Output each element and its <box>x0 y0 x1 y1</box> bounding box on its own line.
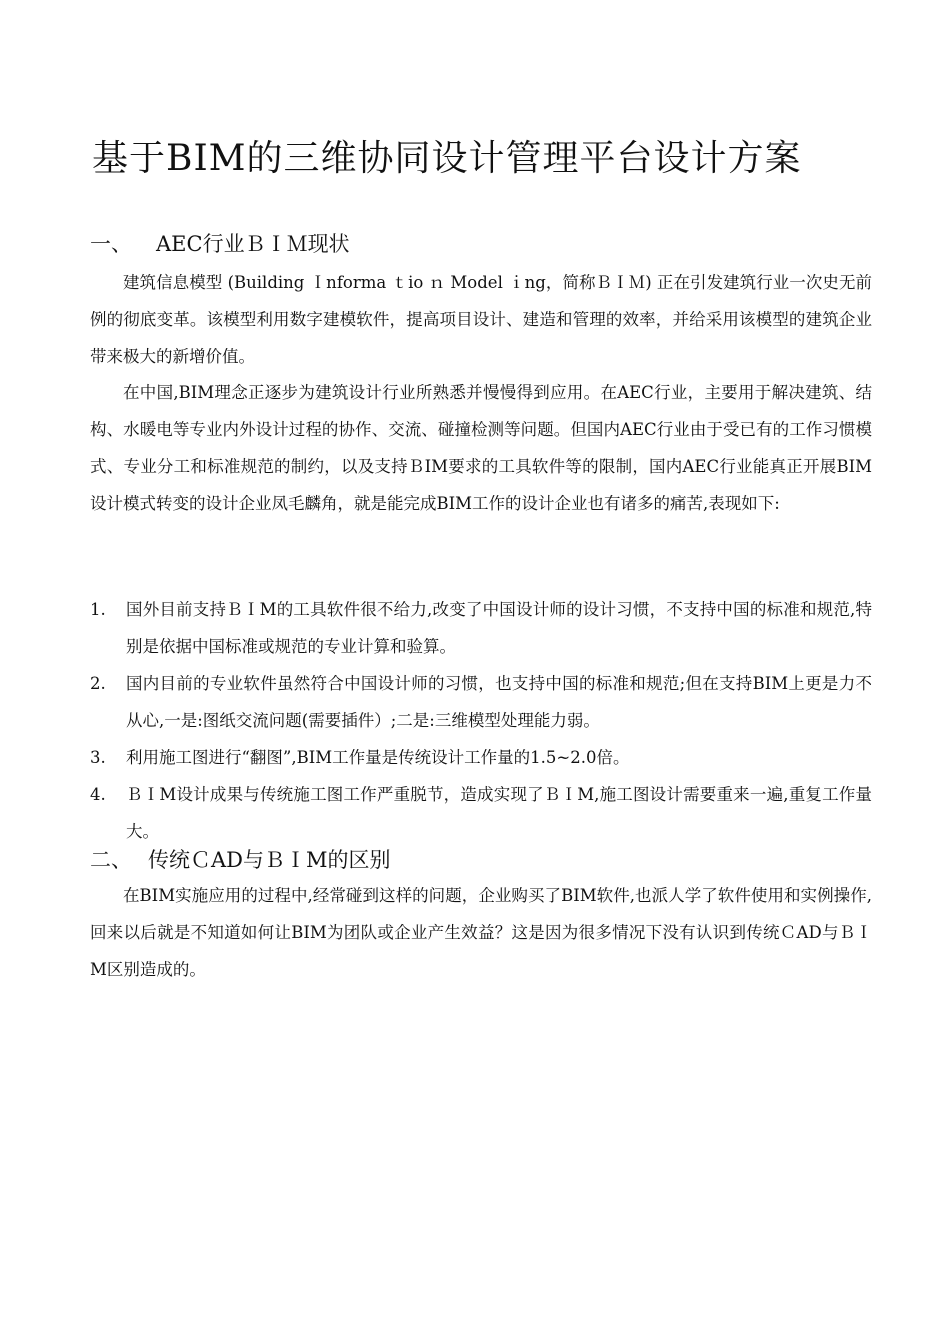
paragraph-cad-vs-bim: 在BIM实施应用的过程中,经常碰到这样的问题，企业购买了BIM软件,也派人学了软件使用和实例操作,回来以后就是不知道如何让BIM为团队或企业产生效益？这是因为很多情况下没有认识到传统ＣAD与ＢＩM区别造成的。 <box>90 886 872 979</box>
section-number-2: 二、 <box>90 848 132 872</box>
section-heading-1 <box>90 229 870 259</box>
list-marker: 2. <box>90 674 106 693</box>
section-title-2: 传统ＣAD与ＢＩM的区别 <box>148 848 391 872</box>
list-marker: 3. <box>90 748 106 767</box>
list-item-text: ＢＩM设计成果与传统施工图工作严重脱节，造成实现了ＢＩM,施工图设计需要重来一遍,重复工作量大。 <box>126 785 872 841</box>
list-item <box>90 591 872 665</box>
problem-list <box>90 591 872 850</box>
list-item <box>90 776 872 850</box>
paragraph-bim-definition: 建筑信息模型 (Building Ｉnforma ｔio ｎ Model ｉng，简称ＢＩＭ) 正在引发建筑行业一次史无前例的彻底变革。该模型利用数字建模软件，提高项目设计、建造和管理的效率，并给采用该模型的建筑企业带来极大的新增价值。 <box>90 273 872 366</box>
list-item <box>90 739 872 776</box>
paragraph-bim-in-china: 在中国,BIM理念正逐步为建筑设计行业所熟悉并慢慢得到应用。在AEC行业，主要用于解决建筑、结构、水暖电等专业内外设计过程的协作、交流、碰撞检测等问题。但国内AEC行业由于受已有的工作习惯模式、专业分工和标准规范的制约，以及支持ＢIM要求的工具软件等的限制，国内AEC行业能真正开展BIM设计模式转变的设计企业凤毛麟角，就是能完成BIM工作的设计企业也有诸多的痛苦,表现如下: <box>90 383 872 513</box>
list-marker: 1. <box>90 600 106 619</box>
list-item <box>90 665 872 739</box>
section-number-1: 一、 <box>90 232 132 256</box>
list-marker: 4. <box>90 785 106 804</box>
section-title-1: AEC行业ＢＩＭ现状 <box>156 232 350 256</box>
list-item-text: 利用施工图进行“翻图”,BIM工作量是传统设计工作量的1.5~2.0倍。 <box>126 748 630 767</box>
document-title: 基于BIM的三维协同设计管理平台设计方案 <box>92 138 802 179</box>
list-item-text: 国外目前支持ＢＩM的工具软件很不给力,改变了中国设计师的设计习惯，不支持中国的标准和规范,特别是依据中国标准或规范的专业计算和验算。 <box>126 600 872 656</box>
list-item-text: 国内目前的专业软件虽然符合中国设计师的习惯，也支持中国的标准和规范;但在支持BIM上更是力不从心,一是:图纸交流问题(需要插件）;二是:三维模型处理能力弱。 <box>126 674 872 730</box>
section-heading-2 <box>90 845 870 875</box>
